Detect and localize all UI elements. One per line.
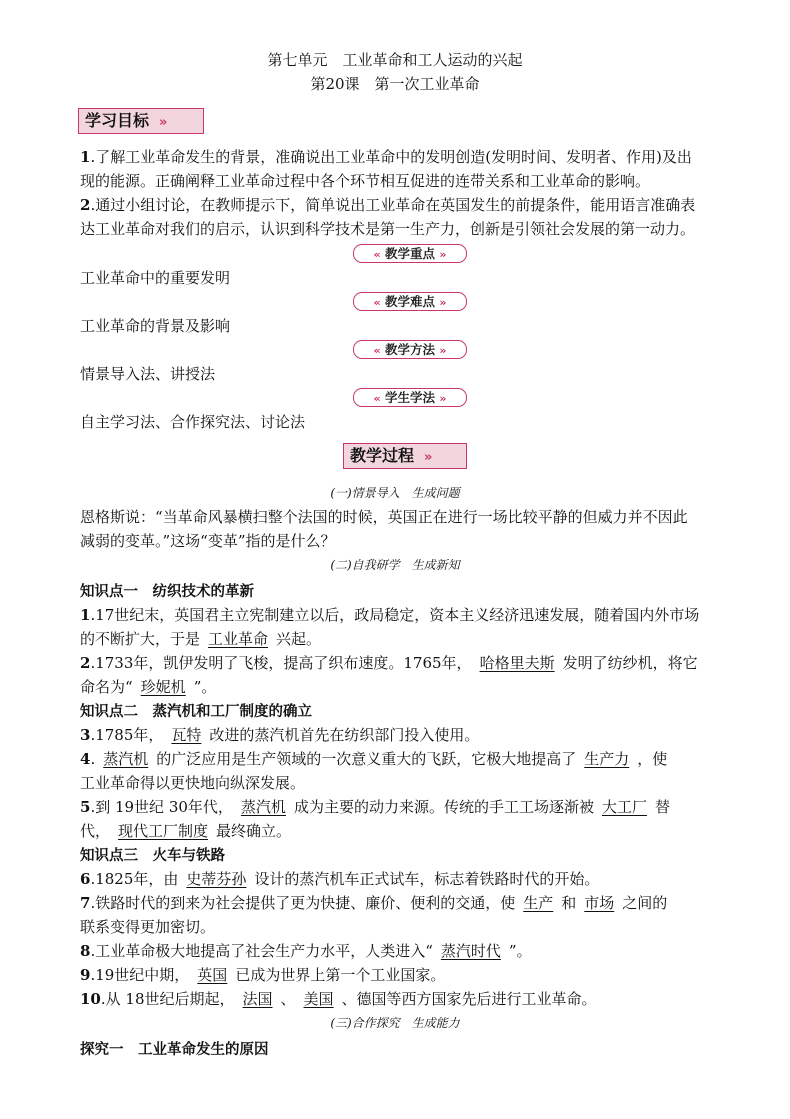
answer-blank: 蒸汽时代 — [440, 942, 501, 960]
section-teaching-process — [343, 443, 467, 469]
item-2-line-2: 命名为“ 珍妮机 ”。 — [80, 678, 217, 696]
chevron-left-icon: « — [373, 248, 381, 261]
answer-blank: 蒸汽机 — [103, 750, 149, 768]
goal-line-3: 2.通过小组讨论，在教师提示下，简单说出工业革命在英国发生的前提条件，能用语言准确表 — [80, 196, 696, 214]
text-teaching-method: 情景导入法、讲授法 — [80, 365, 216, 383]
chevron-left-icon: « — [373, 344, 381, 357]
item-3: 3.1785年， 瓦特 改进的蒸汽机首先在纺织部门投入使用。 — [80, 726, 480, 744]
item-5-line-1: 5.到 19世纪 30年代， 蒸汽机 成为主要的动力来源。传统的手工工场逐渐被 大工厂 替 — [80, 798, 670, 816]
text-teaching-focus: 工业革命中的重要发明 — [80, 269, 231, 287]
text-teaching-difficulty: 工业革命的背景及影响 — [80, 317, 231, 335]
item-5-line-2: 代， 现代工厂制度 最终确立。 — [80, 822, 292, 840]
answer-blank: 瓦特 — [171, 726, 202, 744]
answer-blank: 史蒂芬孙 — [186, 870, 247, 888]
answer-blank: 大工厂 — [601, 798, 647, 816]
item-9: 9.19世纪中期， 英国 已成为世界上第一个工业国家。 — [80, 966, 446, 984]
chevron-right-icon: » — [439, 296, 447, 309]
chevron-left-icon: « — [373, 296, 381, 309]
item-10: 10.从 18世纪后期起， 法国 、 美国 、德国等西方国家先后进行工业革命。 — [80, 990, 597, 1008]
knowledge-point-1-title: 知识点一 纺织技术的革新 — [80, 584, 254, 600]
intro-line-1: 恩格斯说：“当革命风暴横扫整个法国的时候，英国正在进行一场比较平静的但威力并不因此 — [80, 508, 688, 526]
intro-line-2: 减弱的变革。”这场“变革”指的是什么？ — [80, 532, 336, 550]
item-1-line-2: 的不断扩大，于是 工业革命 兴起。 — [80, 630, 322, 648]
item-1-line-1: 1.17世纪末，英国君主立宪制建立以后，政局稳定，资本主义经济迅速发展，随着国内外市场 — [80, 606, 700, 624]
section-label: 教学过程 — [350, 446, 415, 465]
chevron-right-icon: » — [439, 344, 447, 357]
chevron-right-icon: » — [159, 115, 168, 130]
pill-teaching-method: « 教学方法 » — [353, 340, 467, 359]
subhead-1: (一)情景导入 生成问题 — [330, 486, 460, 500]
item-7-line-1: 7.铁路时代的到来为社会提供了更为快捷、廉价、便利的交通，使 生产 和 市场 之间的 — [80, 894, 668, 912]
pill-student-method: « 学生学法 » — [353, 388, 467, 407]
answer-blank: 生产 — [523, 894, 554, 912]
goal-number: 2 — [80, 196, 91, 214]
chevron-left-icon: « — [373, 392, 381, 405]
chevron-right-icon: » — [439, 248, 447, 261]
answer-blank: 生产力 — [584, 750, 630, 768]
goal-line-2: 现的能源。正确阐释工业革命过程中各个环节相互促进的连带关系和工业革命的影响。 — [80, 172, 651, 190]
section-learning-goals — [78, 108, 204, 134]
unit-title: 第七单元 工业革命和工人运动的兴起 — [267, 51, 523, 69]
goal-line-1: 1.了解工业革命发生的背景，准确说出工业革命中的发明创造(发明时间、发明者、作用)及出 — [80, 148, 692, 166]
pill-teaching-difficulty: « 教学难点 » — [353, 292, 467, 311]
item-2-line-1: 2.1733年，凯伊发明了飞梭，提高了织布速度。1765年， 哈格里夫斯 发明了纺纱机，将它 — [80, 654, 698, 672]
answer-blank: 现代工厂制度 — [118, 822, 209, 840]
goal-line-4: 达工业革命对我们的启示，认识到科学技术是第一生产力，创新是引领社会发展的第一动力。 — [80, 220, 696, 238]
subhead-2: (二)自我研学 生成新知 — [330, 558, 460, 572]
item-6: 6.1825年，由 史蒂芬孙 设计的蒸汽机车正式试车，标志着铁路时代的开始。 — [80, 870, 600, 888]
knowledge-point-3-title: 知识点三 火车与铁路 — [80, 848, 225, 864]
knowledge-point-2-title: 知识点二 蒸汽机和工厂制度的确立 — [80, 704, 312, 720]
section-label: 学习目标 — [85, 111, 150, 130]
answer-blank: 工业革命 — [208, 630, 269, 648]
item-7-line-2: 联系变得更加密切。 — [80, 918, 216, 936]
answer-blank: 美国 — [303, 990, 334, 1008]
pill-teaching-focus: « 教学重点 » — [353, 244, 467, 263]
explore-1-title: 探究一 工业革命发生的原因 — [80, 1042, 269, 1058]
goal-number: 1 — [80, 148, 91, 166]
chevron-right-icon: » — [424, 450, 433, 465]
item-8: 8.工业革命极大地提高了社会生产力水平，人类进入“ 蒸汽时代 ”。 — [80, 942, 532, 960]
subhead-3: (三)合作探究 生成能力 — [330, 1016, 460, 1030]
text-student-method: 自主学习法、合作探究法、讨论法 — [80, 413, 306, 431]
item-4-line-1: 4. 蒸汽机 的广泛应用是生产领域的一次意义重大的飞跃，它极大地提高了 生产力 ，使 — [80, 750, 668, 768]
lesson-title: 第20课 第一次工业革命 — [310, 75, 480, 93]
answer-blank: 珍妮机 — [140, 678, 186, 696]
answer-blank: 英国 — [197, 966, 228, 984]
chevron-right-icon: » — [439, 392, 447, 405]
answer-blank: 市场 — [584, 894, 615, 912]
answer-blank: 蒸汽机 — [240, 798, 286, 816]
item-4-line-2: 工业革命得以更快地向纵深发展。 — [80, 774, 306, 792]
answer-blank: 哈格里夫斯 — [479, 654, 555, 672]
answer-blank: 法国 — [242, 990, 273, 1008]
